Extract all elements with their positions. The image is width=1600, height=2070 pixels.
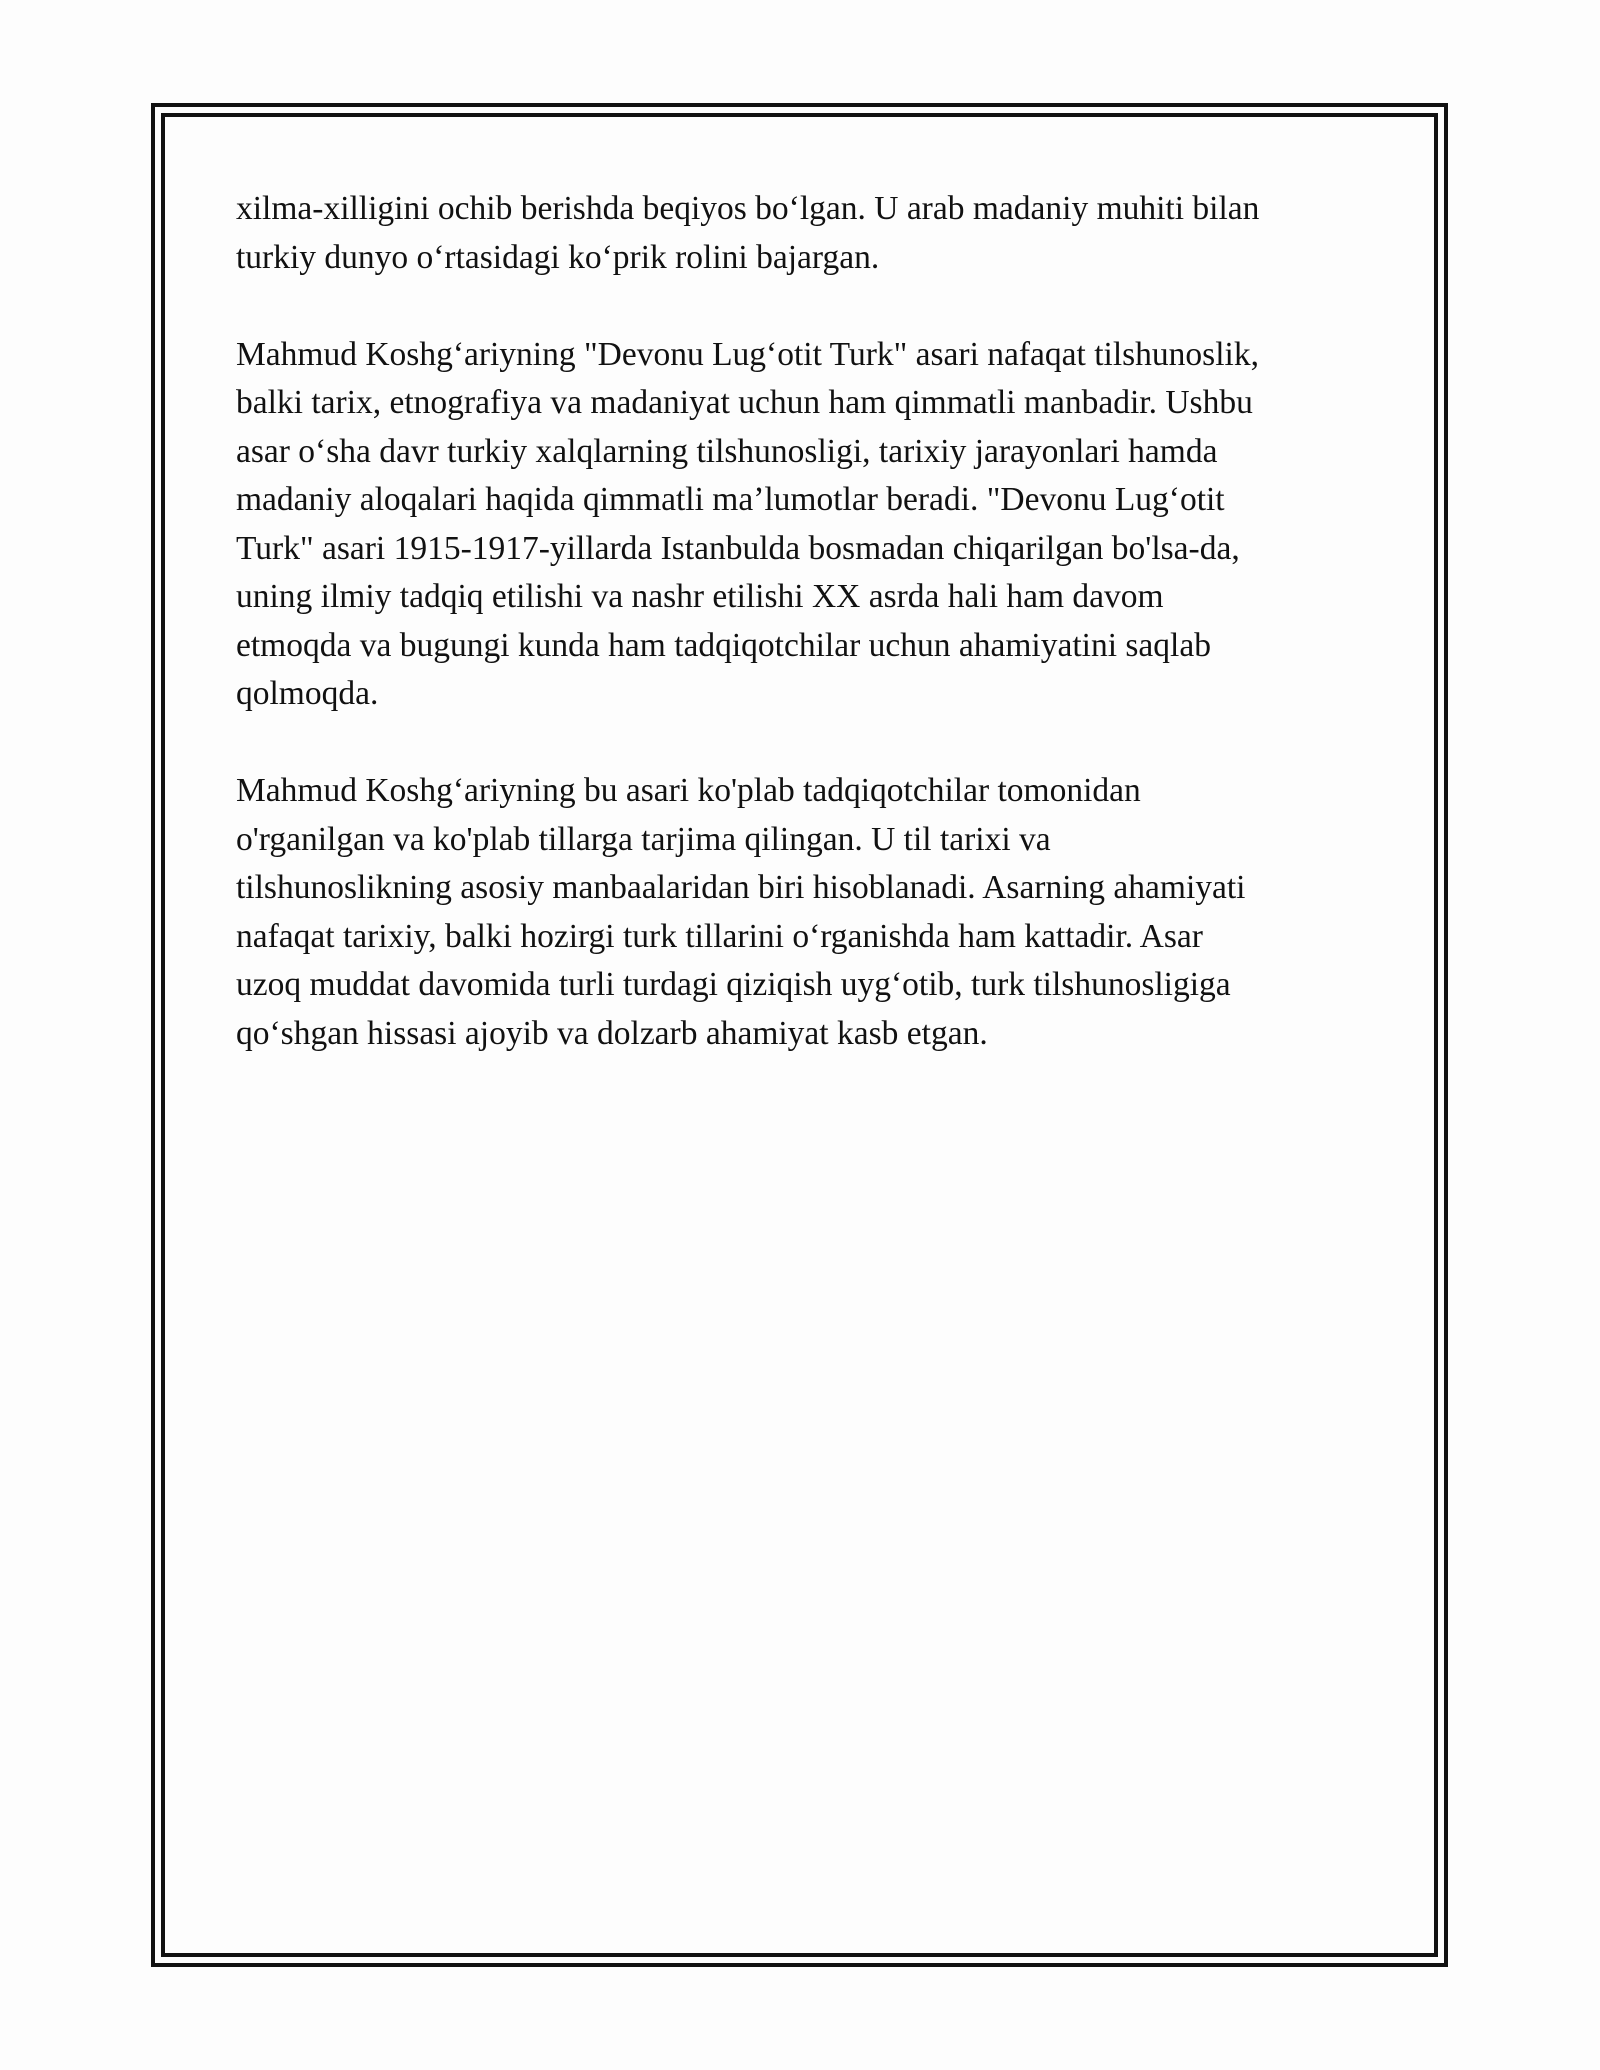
document-body: [236, 185, 1366, 1107]
paragraph-3: Mahmud Koshgʻariyning bu asari ko'plab tadqiqotchilar tomonidan o'rganilgan va ko'plab tillarga tarjima qilingan. U til tarixi va tilshunoslikning asosiy manbaalaridan biri hisoblanadi. Asarning ahamiyati nafaqat tarixiy, balki hozirgi turk tillarini oʻrganishda ham kattadir. Asar uzoq muddat davomida turli turdagi qiziqish uygʻotib, turk tilshunosligiga qoʻshgan hissasi ajoyib va dolzarb ahamiyat kasb etgan.: [236, 772, 1246, 1052]
paragraph-2: Mahmud Koshgʻariyning "Devonu Lugʻotit Turk" asari nafaqat tilshunoslik, balki tarix, etnografiya va madaniyat uchun ham qimmatli manbadir. Ushbu asar oʻsha davr turkiy xalqlarning tilshunosligi, tarixiy jarayonlari hamda madaniy aloqalari haqida qimmatli maʼlumotlar beradi. "Devonu Lugʻotit Turk" asari 1915-1917-yillarda Istanbulda bosmadan chiqarilgan bo'lsa-da, uning ilmiy tadqiq etilishi va nashr etilishi XX asrda hali ham davom etmoqda va bugungi kunda ham tadqiqotchilar uchun ahamiyatini saqlab qolmoqda.: [236, 335, 1259, 712]
paragraph-1: xilma-xilligini ochib berishda beqiyos boʻlgan. U arab madaniy muhiti bilan turkiy dunyo oʻrtasidagi koʻprik rolini bajargan.: [236, 190, 1260, 276]
